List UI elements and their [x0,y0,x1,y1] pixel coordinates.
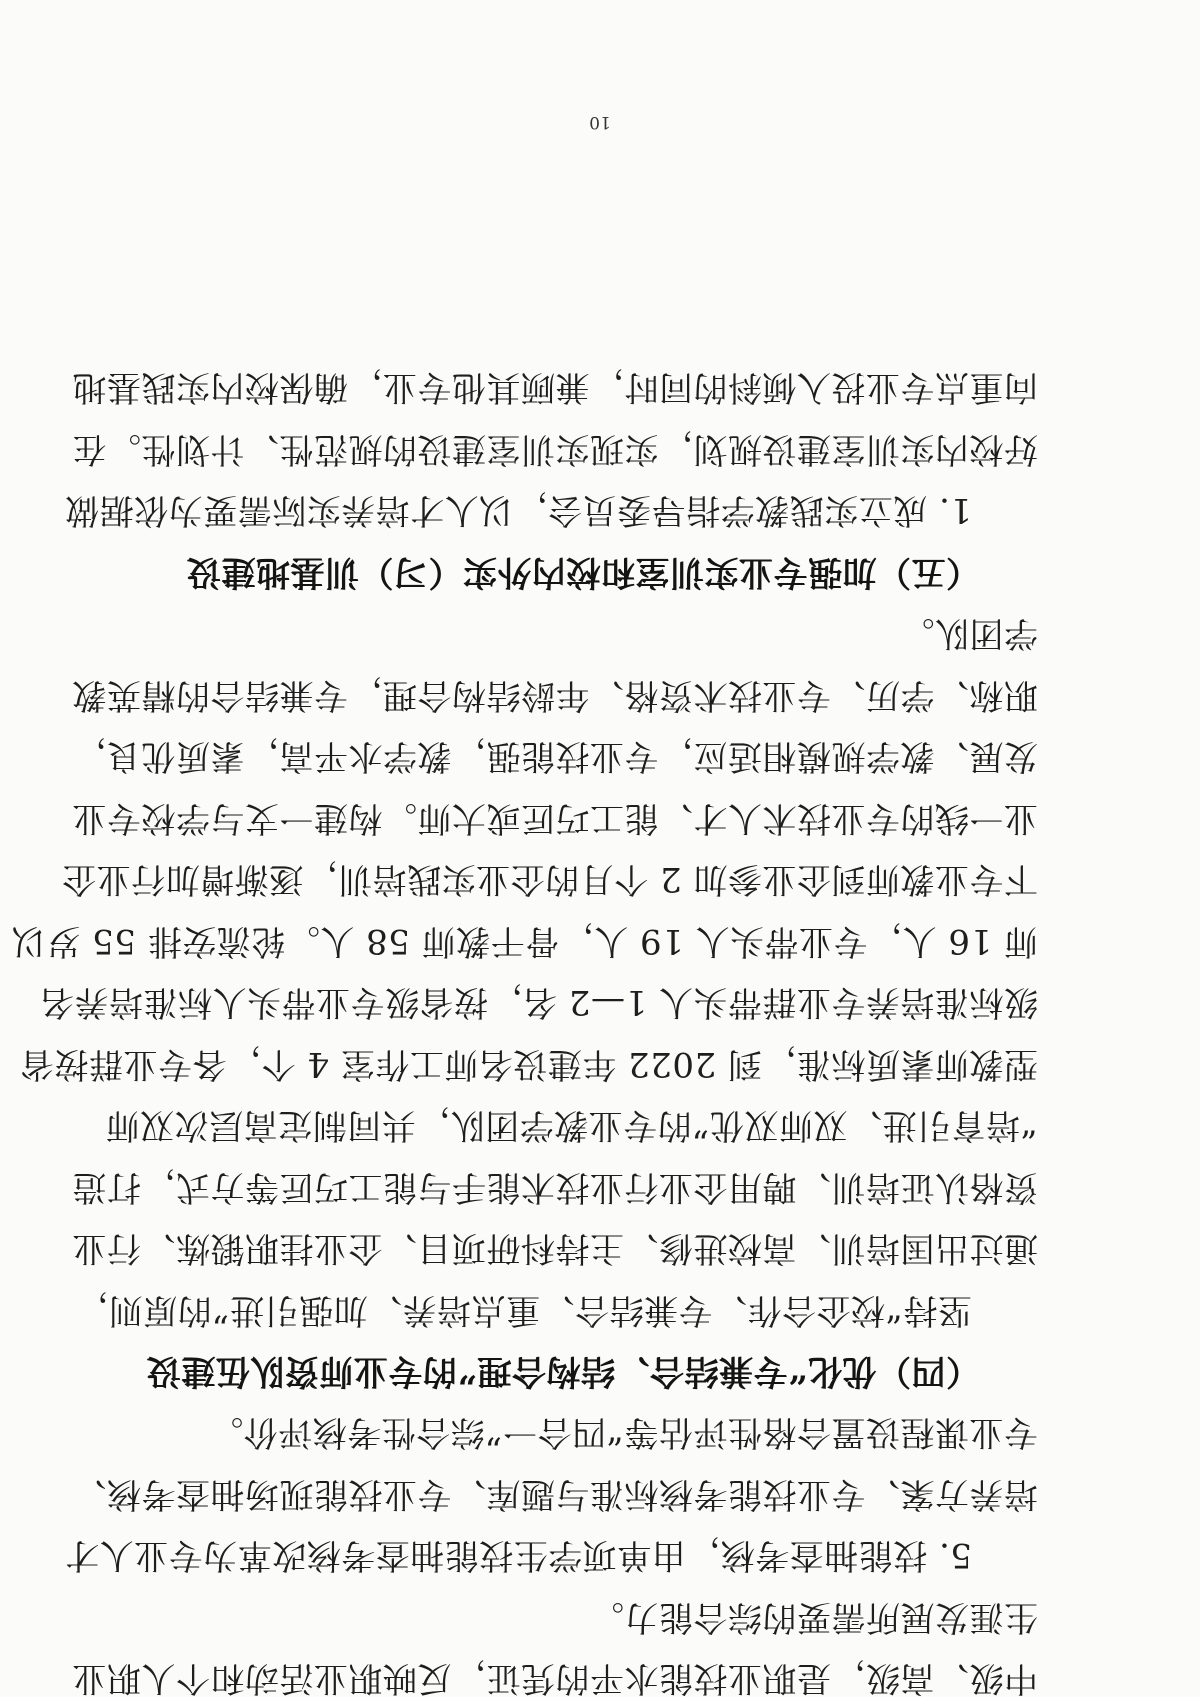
paragraph-line: 师 16 人，专业带头人 19 人，骨干教师 58 人。轮流安排 55 岁以 [11,921,1038,961]
paragraph-line: 业一线的专业技术人才、能工巧匠或大师。构建一支与学校专业 [72,798,1038,838]
paragraph-line: 1. 成立实践教学指导委员会，以人才培养实际需要为依据做 [64,490,972,530]
paragraph-line: 好校内实训室建设规划，实现实训室建设的规范性、计划性。在 [72,429,1038,469]
paragraph-line: 中级、高级，是职业技能水平的凭证，反映职业活动和个人职业 [72,1658,1038,1698]
paragraph-line: 职称、学历、专业技术资格、年龄结构合理，专兼结合的精英教 [72,675,1038,715]
paragraph-line: 学团队。 [900,613,1038,653]
paragraph-line: 生涯发展所需要的综合能力。 [589,1597,1038,1637]
paragraph-line: “培育引进、双师双优”的专业教学团队，共同制定高层次双师 [105,1105,1038,1145]
paragraph-line: 通过出国培训、高校进修、主持科研项目、企业挂职锻炼、行业 [72,1228,1038,1268]
paragraph-line: 坚持“校企合作、专兼结合、重点培养、加强引进”的原则， [73,1290,972,1330]
paragraph-line: 专业课程设置合格性评估等“四合一”综合性考核评价。 [208,1412,1038,1452]
section-heading: （四）优化“专兼结合、结构合理”的专业师资队伍建设 [146,1351,980,1391]
paragraph-line: 资格认证培训、聘用企业行业技术能手与能工巧匠等方式，打造 [72,1167,1038,1207]
paragraph-line: 型教师素质标准，到 2022 年建设名师工作室 4 个，各专业群按省 [19,1044,1038,1084]
section-heading: （五）加强专业实训室和校内外实（习）训基地建设 [186,552,980,592]
page-number: 10 [589,112,611,132]
paragraph-line: 级标准培养专业群带头人 1—2 名，按省级专业带头人标准培养名 [39,982,1038,1022]
paragraph-line: 5. 技能抽查考核，由单项学生技能抽查考核改革为专业人才 [64,1535,972,1575]
paragraph-line: 下专业教师到企业参加 2 个月的企业实践培训，逐渐增加行业企 [61,859,1038,899]
paragraph-line: 培养方案、专业技能考核标准与题库、专业技能现场抽查考核、 [72,1474,1038,1514]
paragraph-line: 向重点专业投入倾斜的同时，兼顾其他专业，确保校内实践基地 [72,367,1038,407]
paragraph-line: 发展、教学规模相适应，专业技能强，教学水平高，素质优良， [72,736,1038,776]
